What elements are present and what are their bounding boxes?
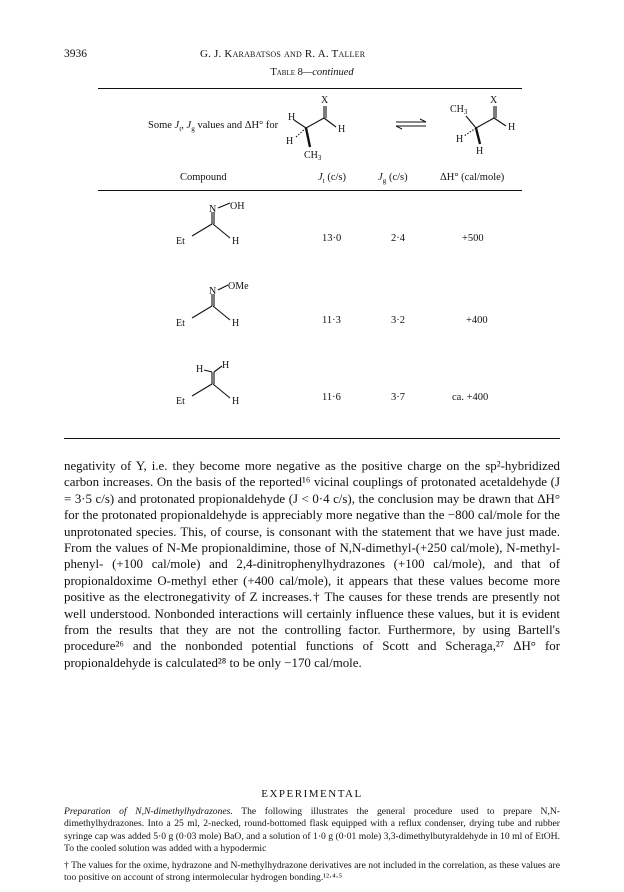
table-header-rule [98,190,522,191]
running-head: G. J. Karabatsos and R. A. Taller [200,48,366,60]
butene-h1-label: H [196,364,204,375]
butene-et-label: Et [176,396,185,407]
left-x-label: X [321,95,329,106]
table-intro: Some $J_t$, $J_g$ values and ΔH° for [148,120,279,134]
right-h-left-label: H [456,134,464,145]
column-header-compound: Compound [180,172,227,183]
table-row: 11·6 [322,392,341,403]
left-conformer [294,106,336,147]
left-h-top-label: H [288,112,296,123]
left-h-bottom-label: H [286,136,294,147]
experimental-paragraph [64,806,560,855]
right-ch3-label: $CH_3$ [450,104,468,116]
section-title-experimental: EXPERIMENTAL [261,788,363,800]
column-header-jg: $J_g$ (c/s) [378,172,408,186]
table-top-rule [98,88,522,89]
equilibrium-arrows [396,119,426,129]
table-cell-jg: 3·7 [391,392,405,403]
table-cell-jg: 2·4 [391,233,405,244]
ome-et-label: Et [176,318,185,329]
footnote: † The values for the oxime, hydrazone and N-methylhydrazone derivatives are not included in the correlation, as these values are too positive on account of strong intermolecular hydrogen bonding.¹²·⁴·⁵ [64,860,560,884]
ome-h-label: H [232,318,240,329]
page-number: 3936 [64,48,87,60]
butene-h3-label: H [232,396,240,407]
right-conformer [464,106,506,144]
left-ch3-label: $CH_3$ [304,150,322,162]
table-caption-label: Table 8 [270,67,303,78]
right-h-bottom-label: H [476,146,484,157]
table-cell-dh: +400 [466,315,488,326]
table-row: 11·3 [322,315,341,326]
oxime-h-label: H [232,236,240,247]
table-caption [0,67,624,78]
oxime-methyl-ether-structure [170,280,270,332]
table-caption-continued: —continued [302,67,354,78]
table-cell-jg: 3·2 [391,315,405,326]
butene-structure [170,360,270,410]
oxime-oh-label: OH [230,201,245,212]
experimental-text: The following illustrates the general procedure used to prepare N,N-dimethylhydrazones. Into a 25 ml, 2-necked, round-bottomed flask equipped with a reflux condenser, drying tube and rubber syringe cap was added 5·0 g (0·03 mole) BaO, and a solution of 1·0 g (0·01 mole) 3,3-dimethylbutyraldehyde in 10 ml of EtOH. To the cooled solution was added with a hypodermic [64,806,560,854]
oxime-structure [170,198,270,250]
right-h-right-label: H [508,122,516,133]
right-x-label: X [490,95,498,106]
ome-label: OMe [228,281,249,292]
table-row: 13·0 [322,233,342,244]
table-bottom-rule [64,438,560,439]
table-cell-dh: ca. +400 [452,392,489,403]
experimental-lead: Preparation of N,N-dimethylhydrazones. [64,806,233,817]
left-h-right-label: H [338,124,346,135]
body-paragraph-text: negativity of Y, i.e. they become more negative as the positive charge on the sp²-hybridized carbon increases. On the basis of the reported¹⁶ vicinal couplings of protonated acetaldehyde (J = 3·5 c/s) and protonated propionaldehyde (J < 0·4 c/s), the conclusion may be drawn that ΔH° for the protonated propionaldehyde is appreciably more negative than the −800 cal/mole for the unprotonated species. This, of course, is consonant with the statement that we have just made. From the values of N-Me propionaldimine, those of N,N-dimethyl-(+250 cal/mole), N-methyl-phenyl- (+100 cal/mole) and 2,4-dinitrophenylhydrazones (+100 cal/mole), and that of propionaldoxime O-methyl ether (+400 cal/mole), it appears that these values become more positive as the electronegativity of Z increases.† The causes for these trends are presently not well understood. Nonbonded interactions will certainly influence these values, but it is evident from the results that they are not the controlling factor. Furthermore, by using Bartell's procedure²⁶ and the nonbonded potential functions of Scott and Scheraga,²⁷ ΔH° for propionaldehyde is calculated²⁸ to be only −170 cal/mole. [64,459,560,670]
body-paragraph [64,458,560,671]
column-header-dh: ΔH° (cal/mole) [440,172,505,183]
oxime-et-label: Et [176,236,185,247]
ome-n-label: N [209,286,217,297]
oxime-n-label: N [209,204,217,215]
conformer-equilibrium-diagram [270,92,540,168]
table-cell-dh: +500 [462,233,484,244]
butene-h2-label: H [222,360,230,371]
column-header-jt: $J_t$ (c/s) [318,172,347,186]
